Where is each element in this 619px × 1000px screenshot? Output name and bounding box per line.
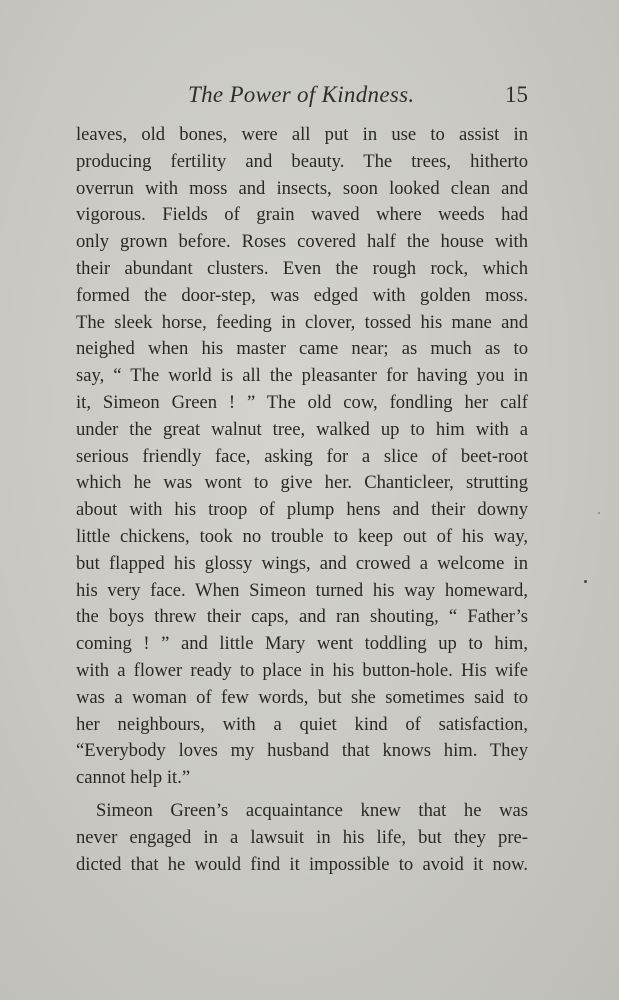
paragraph-1 xyxy=(76,122,528,792)
text-line: the boys threw their caps, and ran shouting, “ Father’s xyxy=(76,606,528,628)
text-line: his very face. When Simeon turned his way homeward, xyxy=(76,579,528,601)
text-line: leaves, old bones, were all put in use to assist in xyxy=(76,124,528,145)
text-line: never engaged in a lawsuit in his life, but they pre- xyxy=(76,826,528,848)
text-line: her neighbours, with a quiet kind of satisfaction, xyxy=(76,713,528,735)
text-line: formed the door-step, was edged with golden moss. xyxy=(76,284,528,306)
text-line: Simeon Green’s acquaintance knew that he was xyxy=(96,799,528,821)
paper-speck xyxy=(584,580,587,583)
text-line: under the great walnut tree, walked up to him with a xyxy=(76,418,528,440)
paper-speck xyxy=(598,512,600,514)
text-line: it, Simeon Green ! ” The old cow, fondling her calf xyxy=(76,391,528,413)
text-line: which he was wont to give her. Chanticleer, strutting xyxy=(76,472,528,494)
text-line: vigorous. Fields of grain waved where weeds had xyxy=(76,204,528,226)
text-line: serious friendly face, asking for a slice of beet-root xyxy=(76,445,528,467)
text-line: say, “ The world is all the pleasanter for having you in xyxy=(76,365,528,387)
running-title: The Power of Kindness. xyxy=(188,82,415,107)
text-line: dicted that he would find it impossible to avoid it now. xyxy=(76,853,528,875)
text-line: overrun with moss and insects, soon looked clean and xyxy=(76,177,528,199)
text-line: but flapped his glossy wings, and crowed a welcome in xyxy=(76,552,528,574)
text-line: little chickens, took no trouble to keep out of his way, xyxy=(76,525,528,547)
text-line: neighed when his master came near; as much as to xyxy=(76,338,528,360)
text-line: “Everybody loves my husband that knows him. They xyxy=(76,740,528,762)
text-line: only grown before. Roses covered half the house with xyxy=(76,231,528,253)
text-line: about with his troop of plump hens and their downy xyxy=(76,499,528,521)
text-line: producing fertility and beauty. The trees, hitherto xyxy=(76,150,528,172)
page-header xyxy=(0,82,619,112)
text-line: cannot help it.” xyxy=(76,767,191,789)
text-line: was a woman of few words, but she sometimes said to xyxy=(76,686,528,708)
body-text xyxy=(76,122,528,878)
page-number: 15 xyxy=(505,82,528,107)
paragraph-2 xyxy=(76,798,528,878)
text-line: with a flower ready to place in his button-hole. His wife xyxy=(76,659,528,681)
text-line: coming ! ” and little Mary went toddling up to him, xyxy=(76,633,528,655)
text-line: their abundant clusters. Even the rough rock, which xyxy=(76,257,528,279)
text-line: The sleek horse, feeding in clover, tossed his mane and xyxy=(76,311,528,333)
